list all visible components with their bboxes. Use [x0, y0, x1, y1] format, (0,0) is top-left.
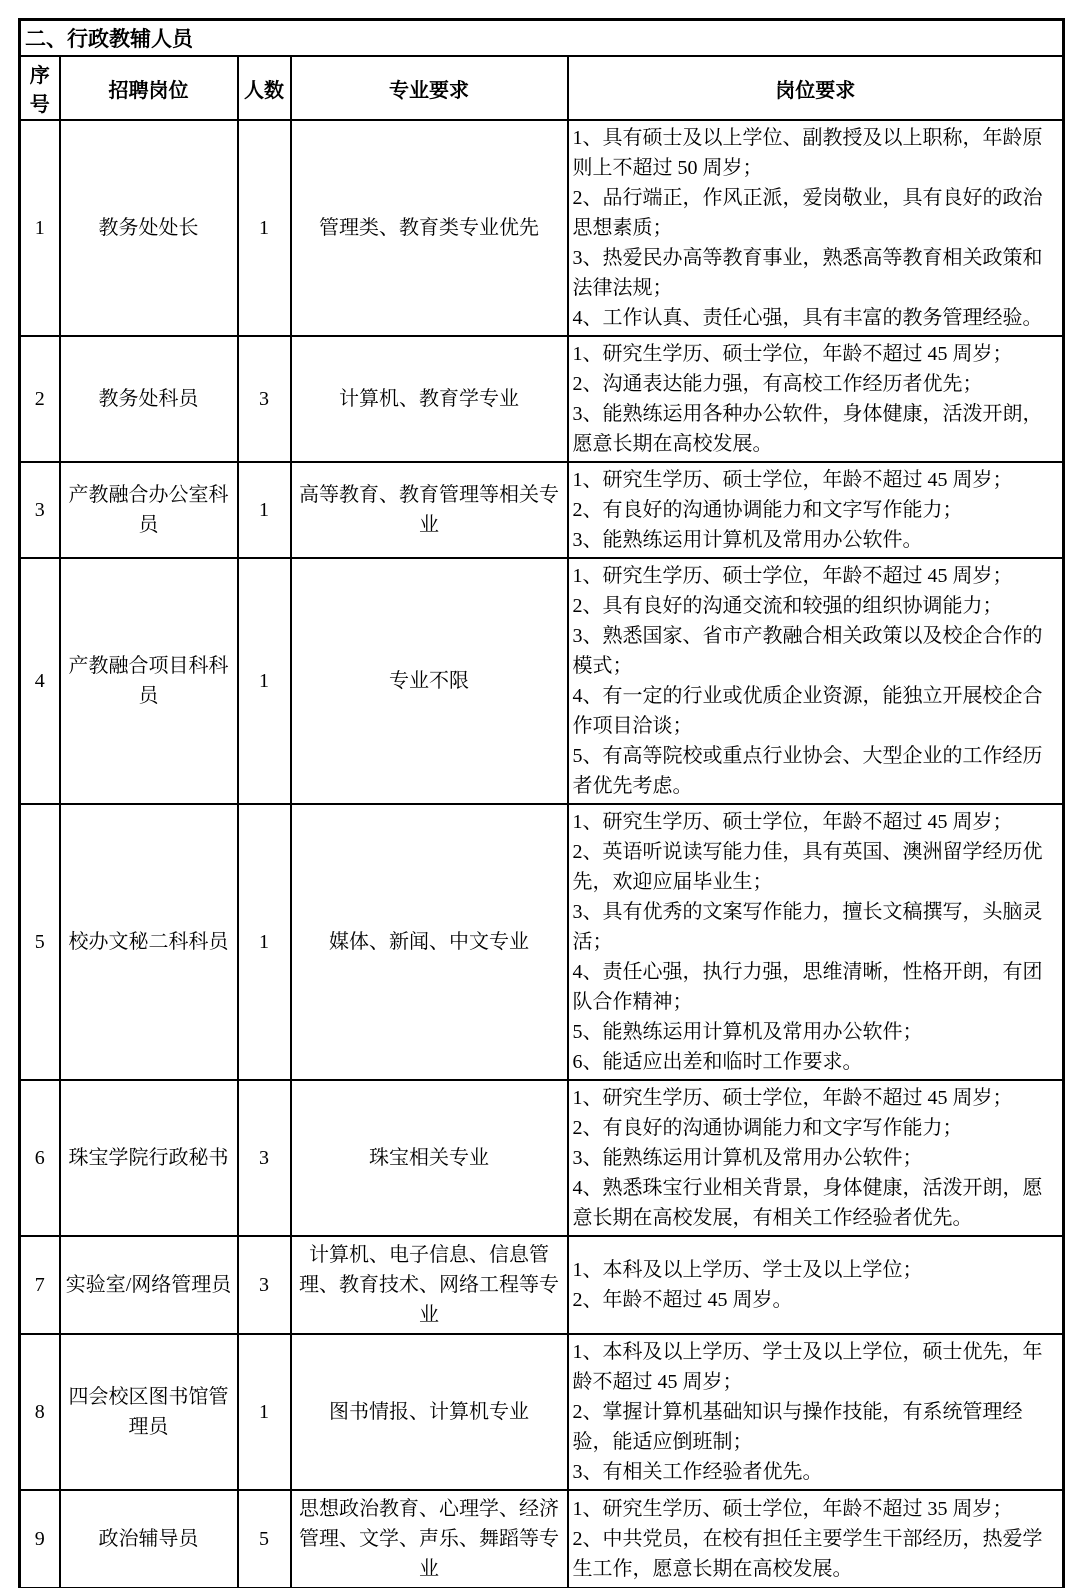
requirement-item: 2、掌握计算机基础知识与操作技能，有系统管理经验，能适应倒班制； [572, 1401, 1023, 1453]
cell-headcount: 3 [238, 336, 291, 462]
requirement-item: 3、具有优秀的文案写作能力，擅长文稿撰写，头脑灵活； [572, 901, 1043, 953]
requirement-item: 3、能熟练运用计算机及常用办公软件； [572, 1147, 923, 1169]
cell-serial-number: 8 [20, 1334, 60, 1490]
requirement-item: 2、年龄不超过 45 周岁。 [572, 1289, 793, 1311]
col-header-position: 招聘岗位 [60, 56, 238, 120]
requirement-item: 2、品行端正，作风正派，爱岗敬业，具有良好的政治思想素质； [572, 187, 1043, 239]
col-header-requirements: 岗位要求 [568, 56, 1064, 120]
requirement-item: 1、研究生学历、硕士学位，年龄不超过 45 周岁； [572, 469, 1013, 491]
cell-major-requirement: 媒体、新闻、中文专业 [291, 804, 568, 1080]
cell-headcount: 1 [238, 558, 291, 804]
recruitment-table [18, 18, 1065, 1588]
cell-headcount: 1 [238, 1334, 291, 1490]
cell-headcount: 3 [238, 1236, 291, 1334]
requirement-item: 2、沟通表达能力强，有高校工作经历者优先； [572, 373, 983, 395]
cell-major-requirement: 珠宝相关专业 [291, 1080, 568, 1236]
cell-job-requirements [568, 1334, 1064, 1490]
cell-serial-number: 4 [20, 558, 60, 804]
requirement-item: 1、具有硕士及以上学位、副教授及以上职称，年龄原则上不超过 50 周岁； [572, 127, 1043, 179]
col-header-count: 人数 [238, 56, 291, 120]
requirement-item: 1、研究生学历、硕士学位，年龄不超过 35 周岁； [572, 1498, 1013, 1520]
cell-serial-number: 9 [20, 1490, 60, 1588]
requirement-item: 2、英语听说读写能力佳，具有英国、澳洲留学经历优先，欢迎应届毕业生； [572, 841, 1043, 893]
cell-major-requirement: 计算机、电子信息、信息管理、教育技术、网络工程等专业 [291, 1236, 568, 1334]
requirement-item: 2、具有良好的沟通交流和较强的组织协调能力； [572, 595, 1003, 617]
requirement-item: 1、研究生学历、硕士学位，年龄不超过 45 周岁； [572, 811, 1013, 833]
section-title: 二、行政教辅人员 [20, 20, 1064, 57]
cell-position-name: 教务处处长 [60, 120, 238, 336]
cell-headcount: 3 [238, 1080, 291, 1236]
cell-job-requirements [568, 1236, 1064, 1334]
cell-position-name: 教务处科员 [60, 336, 238, 462]
col-header-major: 专业要求 [291, 56, 568, 120]
requirement-item: 5、能熟练运用计算机及常用办公软件； [572, 1021, 923, 1043]
cell-job-requirements [568, 558, 1064, 804]
cell-serial-number: 6 [20, 1080, 60, 1236]
requirement-item: 3、能熟练运用各种办公软件，身体健康，活泼开朗，愿意长期在高校发展。 [572, 403, 1043, 455]
table-row [20, 1490, 1064, 1588]
table-row [20, 462, 1064, 558]
cell-job-requirements [568, 120, 1064, 336]
cell-position-name: 产教融合项目科科员 [60, 558, 238, 804]
cell-job-requirements [568, 804, 1064, 1080]
requirement-item: 3、能熟练运用计算机及常用办公软件。 [572, 529, 923, 551]
cell-major-requirement: 专业不限 [291, 558, 568, 804]
requirement-item: 4、责任心强，执行力强，思维清晰，性格开朗，有团队合作精神； [572, 961, 1043, 1013]
requirement-item: 1、本科及以上学历、学士及以上学位，硕士优先，年龄不超过 45 周岁； [572, 1341, 1043, 1393]
cell-headcount: 1 [238, 120, 291, 336]
cell-job-requirements [568, 462, 1064, 558]
cell-position-name: 校办文秘二科科员 [60, 804, 238, 1080]
table-row [20, 1080, 1064, 1236]
cell-position-name: 政治辅导员 [60, 1490, 238, 1588]
cell-job-requirements [568, 1490, 1064, 1588]
cell-serial-number: 2 [20, 336, 60, 462]
table-row [20, 120, 1064, 336]
cell-major-requirement: 计算机、教育学专业 [291, 336, 568, 462]
requirement-item: 4、熟悉珠宝行业相关背景，身体健康，活泼开朗，愿意长期在高校发展，有相关工作经验者优先。 [572, 1177, 1043, 1229]
cell-headcount: 5 [238, 1490, 291, 1588]
cell-major-requirement: 高等教育、教育管理等相关专业 [291, 462, 568, 558]
cell-headcount: 1 [238, 804, 291, 1080]
cell-major-requirement: 图书情报、计算机专业 [291, 1334, 568, 1490]
requirement-item: 2、有良好的沟通协调能力和文字写作能力； [572, 499, 963, 521]
col-header-no: 序号 [20, 56, 60, 120]
cell-major-requirement: 思想政治教育、心理学、经济管理、文学、声乐、舞蹈等专业 [291, 1490, 568, 1588]
requirement-item: 1、研究生学历、硕士学位，年龄不超过 45 周岁； [572, 565, 1013, 587]
requirement-item: 4、工作认真、责任心强，具有丰富的教务管理经验。 [572, 307, 1043, 329]
requirement-item: 2、有良好的沟通协调能力和文字写作能力； [572, 1117, 963, 1139]
requirement-item: 1、本科及以上学历、学士及以上学位； [572, 1259, 923, 1281]
requirement-item: 5、有高等院校或重点行业协会、大型企业的工作经历者优先考虑。 [572, 745, 1043, 797]
cell-serial-number: 3 [20, 462, 60, 558]
requirement-item: 3、熟悉国家、省市产教融合相关政策以及校企合作的模式； [572, 625, 1043, 677]
cell-job-requirements [568, 1080, 1064, 1236]
document-page [18, 18, 1062, 1588]
requirement-item: 2、中共党员，在校有担任主要学生干部经历，热爱学生工作，愿意长期在高校发展。 [572, 1528, 1043, 1580]
table-row [20, 1236, 1064, 1334]
requirement-item: 3、有相关工作经验者优先。 [572, 1461, 823, 1483]
table-row [20, 336, 1064, 462]
cell-major-requirement: 管理类、教育类专业优先 [291, 120, 568, 336]
requirement-item: 1、研究生学历、硕士学位，年龄不超过 45 周岁； [572, 343, 1013, 365]
column-header-row [20, 56, 1064, 120]
cell-job-requirements [568, 336, 1064, 462]
cell-serial-number: 7 [20, 1236, 60, 1334]
cell-position-name: 珠宝学院行政秘书 [60, 1080, 238, 1236]
table-row [20, 558, 1064, 804]
cell-position-name: 产教融合办公室科员 [60, 462, 238, 558]
cell-serial-number: 5 [20, 804, 60, 1080]
table-row [20, 1334, 1064, 1490]
section-title-row [20, 20, 1064, 57]
requirement-item: 4、有一定的行业或优质企业资源，能独立开展校企合作项目洽谈； [572, 685, 1043, 737]
cell-position-name: 实验室/网络管理员 [60, 1236, 238, 1334]
requirement-item: 6、能适应出差和临时工作要求。 [572, 1051, 863, 1073]
cell-serial-number: 1 [20, 120, 60, 336]
cell-position-name: 四会校区图书馆管理员 [60, 1334, 238, 1490]
table-row [20, 804, 1064, 1080]
requirement-item: 1、研究生学历、硕士学位，年龄不超过 45 周岁； [572, 1087, 1013, 1109]
requirement-item: 3、热爱民办高等教育事业，熟悉高等教育相关政策和法律法规； [572, 247, 1043, 299]
cell-headcount: 1 [238, 462, 291, 558]
